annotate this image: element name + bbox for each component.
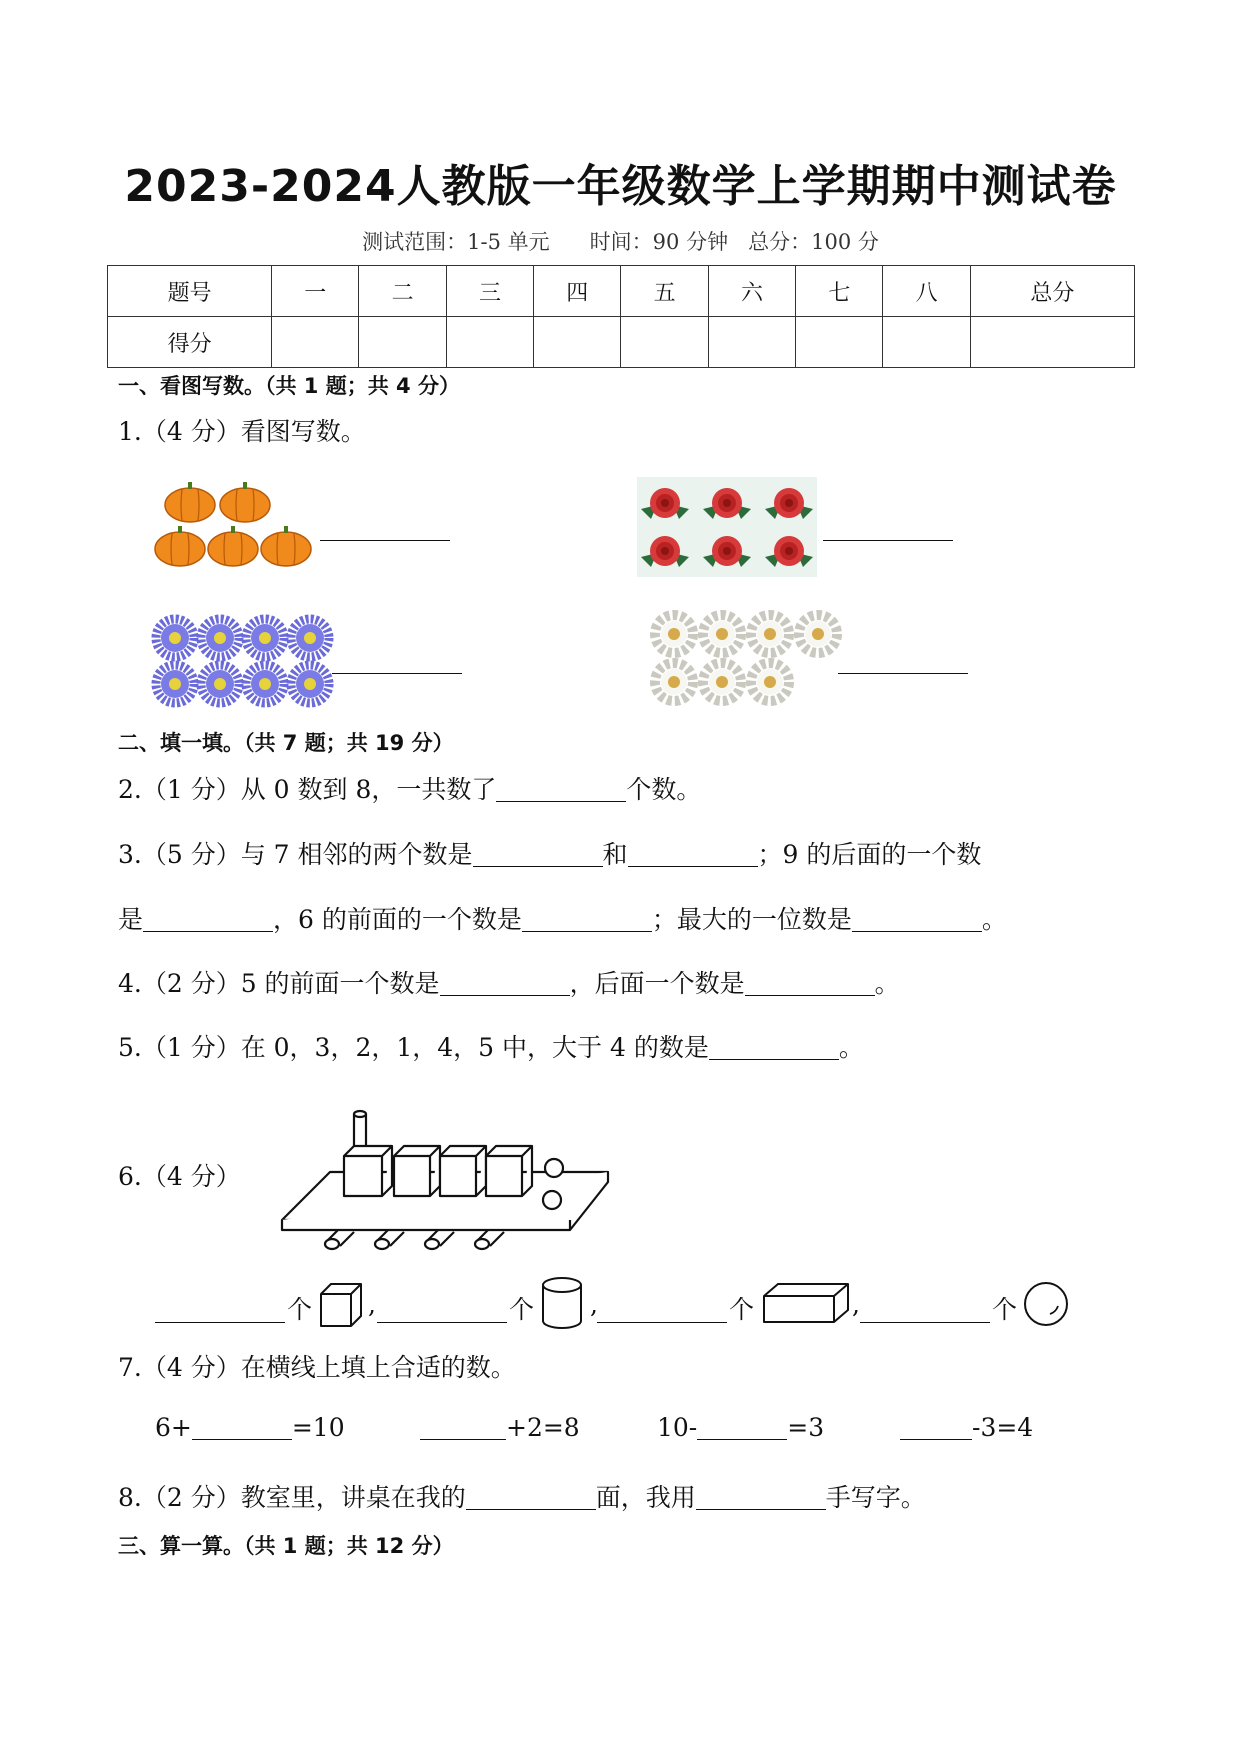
header-cell: 题号 [108, 266, 272, 317]
question-1: 1.（4 分）看图写数。 [118, 417, 366, 446]
answer-blank-cuboids[interactable] [597, 1322, 727, 1323]
answer-blank[interactable] [420, 1414, 506, 1440]
question-text: 3.（5 分）与 7 相邻的两个数是 [118, 840, 473, 869]
answer-blank-cubes[interactable] [155, 1322, 285, 1323]
pumpkin-icon [261, 526, 311, 566]
question-text: ，后面一个数是 [569, 969, 745, 998]
header-cell: 八 [883, 266, 970, 317]
header-cell: 总分 [970, 266, 1134, 317]
white-flower-icon [655, 615, 693, 653]
cuboid-icon [762, 1280, 852, 1326]
answer-blank-pumpkins[interactable] [320, 540, 450, 541]
answer-blank[interactable] [466, 1484, 596, 1510]
question-2 [118, 770, 701, 806]
white-flower-icon [703, 615, 741, 653]
page-title: 2023-2024人教版一年级数学上学期期中测试卷 [124, 161, 1117, 212]
question-text: 。 [981, 905, 1007, 934]
answer-blank[interactable] [745, 970, 875, 996]
purple-flower-icon [201, 619, 239, 657]
separator: , [590, 1290, 598, 1319]
answer-blank-cylinders[interactable] [377, 1322, 507, 1323]
ball-icon [543, 1191, 561, 1209]
header-cell: 一 [272, 266, 359, 317]
question-8 [118, 1478, 926, 1514]
question-text: 4.（2 分）5 的前面一个数是 [118, 969, 440, 998]
question-5 [118, 1028, 864, 1064]
question-7-label: 7.（4 分）在横线上填上合适的数。 [118, 1353, 516, 1382]
question-text: 是 [118, 905, 144, 934]
header-cell: 七 [796, 266, 883, 317]
row-label: 得分 [108, 317, 272, 368]
score-table-score-row [108, 317, 1135, 368]
answer-blank[interactable] [522, 906, 652, 932]
unit-label: 个 [509, 1295, 535, 1324]
question-text: 个数。 [626, 775, 702, 804]
roses-image [637, 477, 817, 577]
answer-blank[interactable] [473, 841, 603, 867]
white-flower-icon [655, 663, 693, 701]
pumpkin-icon [220, 482, 270, 522]
answer-blank-roses[interactable] [823, 540, 953, 541]
score-cell[interactable] [534, 317, 621, 368]
header-cell: 六 [708, 266, 795, 317]
answer-blank[interactable] [696, 1484, 826, 1510]
purple-flower-icon [156, 665, 194, 703]
white-flower-icon [751, 663, 789, 701]
question-3-line-1 [118, 835, 981, 871]
answer-blank[interactable] [440, 970, 570, 996]
header-cell: 二 [359, 266, 446, 317]
question-text: 手写字。 [825, 1483, 926, 1512]
pumpkin-icon [165, 482, 215, 522]
question-text: 8.（2 分）教室里，讲桌在我的 [118, 1483, 466, 1512]
ball-icon [545, 1159, 563, 1177]
white-flower-icon [703, 663, 741, 701]
separator: , [852, 1290, 860, 1319]
unit-label: 个 [287, 1295, 313, 1324]
pumpkin-icon [208, 526, 258, 566]
equation-1 [155, 1413, 345, 1442]
score-cell[interactable] [970, 317, 1134, 368]
white-flowers-image [652, 610, 842, 710]
score-cell[interactable] [359, 317, 446, 368]
question-text: ，6 的前面的一个数是 [273, 905, 522, 934]
equation-text: 10- [657, 1413, 698, 1442]
test-info: 测试范围：1-5 单元 时间：90 分钟 总分：100 分 [362, 230, 879, 254]
answer-blank[interactable] [628, 841, 758, 867]
purple-flower-icon [246, 619, 284, 657]
question-text: 5.（1 分）在 0，3，2，1，4，5 中，大于 4 的数是 [118, 1033, 709, 1062]
question-text: 面，我用 [595, 1483, 696, 1512]
answer-blank-spheres[interactable] [860, 1322, 990, 1323]
score-cell[interactable] [883, 317, 970, 368]
shelf-illustration [280, 1110, 620, 1260]
white-flower-icon [751, 615, 789, 653]
cylinder-icon [541, 1275, 583, 1331]
section-3-heading: 三、算一算。（共 1 题；共 12 分） [118, 1534, 454, 1558]
equation-text: -3=4 [972, 1413, 1034, 1442]
unit-label: 个 [729, 1295, 755, 1324]
equation-text: =10 [291, 1413, 345, 1442]
section-2-heading: 二、填一填。（共 7 题；共 19 分） [118, 731, 454, 755]
purple-flowers-image [153, 618, 333, 708]
answer-blank-white-flowers[interactable] [838, 673, 968, 674]
score-cell[interactable] [796, 317, 883, 368]
answer-blank[interactable] [143, 906, 273, 932]
header-cell: 五 [621, 266, 708, 317]
section-1-heading: 一、看图写数。（共 1 题；共 4 分） [118, 374, 460, 398]
separator: , [368, 1290, 376, 1319]
question-4 [118, 964, 900, 1000]
score-cell[interactable] [708, 317, 795, 368]
header-cell: 三 [446, 266, 533, 317]
pumpkins-image [155, 483, 315, 573]
equation-text: 6+ [155, 1413, 192, 1442]
question-text: ；最大的一位数是 [651, 905, 852, 934]
answer-blank[interactable] [900, 1414, 972, 1440]
answer-blank[interactable] [709, 1034, 839, 1060]
purple-flower-icon [156, 619, 194, 657]
answer-blank[interactable] [496, 776, 626, 802]
question-text: ；9 的后面的一个数 [757, 840, 982, 869]
equation-2 [420, 1413, 580, 1442]
answer-blank-purple-flowers[interactable] [332, 673, 462, 674]
answer-blank[interactable] [192, 1414, 292, 1440]
question-text: 和 [602, 840, 628, 869]
purple-flower-icon [201, 665, 239, 703]
equation-text: +2=8 [506, 1413, 580, 1442]
question-text: 2.（1 分）从 0 数到 8，一共数了 [118, 775, 497, 804]
white-flower-icon [799, 615, 837, 653]
question-6-label: 6.（4 分） [118, 1162, 241, 1191]
question-text: 。 [838, 1033, 864, 1062]
score-cell[interactable] [272, 317, 359, 368]
cube-icon [317, 1280, 367, 1330]
equation-text: =3 [787, 1413, 825, 1442]
equation-3 [657, 1413, 824, 1442]
answer-blank[interactable] [852, 906, 982, 932]
equation-4 [900, 1413, 1033, 1442]
score-cell[interactable] [621, 317, 708, 368]
pumpkin-icon [155, 526, 205, 566]
score-table [107, 265, 1135, 368]
score-table-header-row [108, 266, 1135, 317]
score-cell[interactable] [446, 317, 533, 368]
sphere-icon [1022, 1280, 1070, 1328]
header-cell: 四 [534, 266, 621, 317]
unit-label: 个 [992, 1295, 1018, 1324]
purple-flower-icon [246, 665, 284, 703]
answer-blank[interactable] [697, 1414, 787, 1440]
purple-flower-icon [291, 665, 329, 703]
question-3-line-2 [118, 900, 1007, 936]
purple-flower-icon [291, 619, 329, 657]
question-text: 。 [874, 969, 900, 998]
